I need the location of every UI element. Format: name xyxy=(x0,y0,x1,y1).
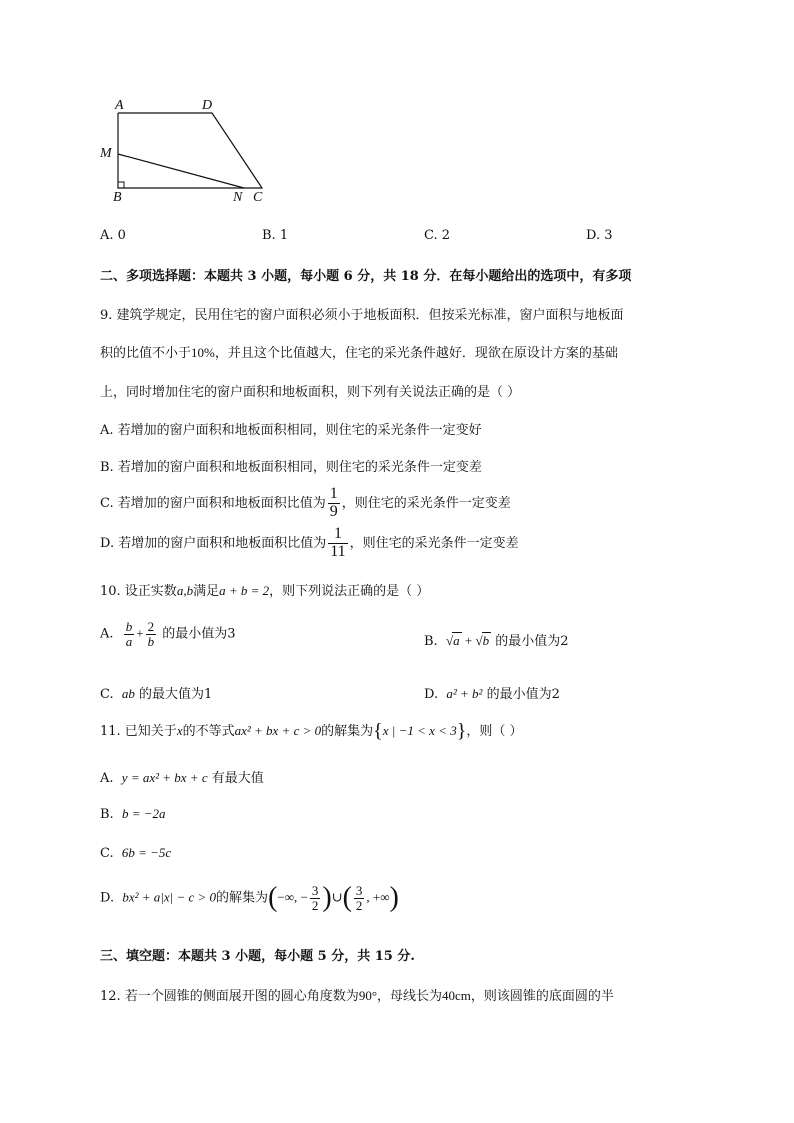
q11-stem-post: ，则（ ） xyxy=(466,724,523,739)
point-label-n: N xyxy=(233,190,243,205)
q10-option-a-f1-den: a xyxy=(125,633,133,649)
q10-option-a-f2-den: b xyxy=(147,633,155,649)
q11-option-a-expr: y = ax² + bx + c xyxy=(121,770,208,785)
q9-percent: 10% xyxy=(191,345,215,360)
q9-option-d-pre: D. 若增加的窗户面积和地板面积比值为 xyxy=(100,535,327,551)
q11-option-d-f-den: 2 xyxy=(311,897,319,913)
q10-option-b: B. √a + √b 的最小值为2 xyxy=(424,633,569,649)
q12-stem xyxy=(100,985,614,1004)
q8-option-c: C. 2 xyxy=(424,228,451,243)
q10-option-a-f1-num: b xyxy=(125,619,133,634)
segment-mn xyxy=(118,154,244,188)
q12-len: 40cm xyxy=(442,988,471,1003)
q10-option-d xyxy=(424,683,560,702)
q11-option-c xyxy=(100,845,171,861)
q9-option-c-num: 1 xyxy=(329,485,338,502)
q10-option-d-text: 的最小值为2 xyxy=(482,687,560,702)
q8-option-a: A. 0 xyxy=(100,228,126,243)
q10-stem-mid: 满足 xyxy=(193,584,220,599)
q9-option-c-den: 9 xyxy=(329,502,338,520)
q9-option-d xyxy=(100,526,519,561)
q11-option-d-mid: 的解集为 xyxy=(216,890,269,906)
q10-option-a-f2-num: 2 xyxy=(147,619,155,634)
q10-stem-post: ，则下列说法正确的是（ ） xyxy=(269,584,430,599)
q9-option-b: B. 若增加的窗户面积和地板面积相同，则住宅的采光条件一定变差 xyxy=(100,460,482,475)
q11-option-d-int1: −∞, − xyxy=(277,889,308,905)
q10-stem-pre: 10. 设正实数 xyxy=(100,584,177,599)
point-label-d: D xyxy=(202,98,213,113)
q10-option-c-expr: ab xyxy=(121,686,135,701)
section3-heading: 三、填空题：本题共 3 小题，每小题 5 分，共 15 分. xyxy=(100,949,415,964)
point-label-b: B xyxy=(113,190,122,205)
q10-option-a xyxy=(100,620,236,648)
q10-option-a-plus: + xyxy=(136,625,144,641)
q12-post: ，则该圆锥的底面圆的半 xyxy=(470,989,614,1004)
q11-option-d-expr: bx² + a|x| − c > 0 xyxy=(122,889,217,905)
q9-option-d-num: 1 xyxy=(333,525,342,542)
q8-option-d: D. 3 xyxy=(586,228,613,243)
q10-option-b-plus: + xyxy=(461,633,476,648)
q10-stem xyxy=(100,580,429,599)
q11-option-d-union: ∪ xyxy=(331,889,343,905)
q11-stem-mid: 的不等式 xyxy=(182,724,235,739)
q11-option-d: D. bx² + a|x| − c > 0的解集为(−∞, − $\frac{3}{2}$ )∪( $\frac{3}{2}$ , +∞) xyxy=(100,882,399,913)
q11-option-b-expr: b = −2a xyxy=(121,806,166,821)
right-angle-mark xyxy=(118,182,124,188)
q11-option-d-label: D. xyxy=(100,890,115,906)
q10-option-b-b: b xyxy=(482,633,490,648)
q12-mid: ，母线长为 xyxy=(377,989,443,1004)
q10-option-c xyxy=(100,683,212,702)
q9-stem-line3: 上，同时增加住宅的窗户面积和地板面积，则下列有关说法正确的是（ ） xyxy=(100,385,521,400)
q9-option-a: A. 若增加的窗户面积和地板面积相同，则住宅的采光条件一定变好 xyxy=(100,423,482,438)
q12-pre: 12. 若一个圆锥的侧面展开图的圆心角度数为 xyxy=(100,989,359,1004)
q11-option-c-label: C. xyxy=(100,846,114,861)
q10-option-d-expr: a² + b² xyxy=(446,686,483,701)
point-label-c: C xyxy=(253,190,263,205)
q10-option-d-label: D. xyxy=(424,687,439,702)
q10-option-b-text: 的最小值为2 xyxy=(491,634,569,649)
q11-stem-mid2: 的解集为 xyxy=(321,724,374,739)
q12-angle: 90° xyxy=(358,988,378,1003)
q11-option-d-f2-den: 2 xyxy=(355,897,363,913)
q10-option-b-a: a xyxy=(453,633,460,648)
q9-option-c xyxy=(100,486,511,521)
q9-option-c-pre: C. 若增加的窗户面积和地板面积比值为 xyxy=(100,495,326,511)
q11-stem-set: x | −1 < x < 3 xyxy=(382,723,457,738)
q11-stem-ineq: ax² + bx + c > 0 xyxy=(234,723,322,738)
q9-stem-line2 xyxy=(100,342,618,361)
q10-stem-eq: a + b = 2 xyxy=(219,583,270,598)
q9-line2-b: ，并且这个比值越大，住宅的采光条件越好．现欲在原设计方案的基础 xyxy=(214,346,618,361)
q9-line2-a: 积的比值不小于 xyxy=(100,346,192,361)
q11-option-a-text: 有最大值 xyxy=(207,771,264,786)
point-label-m: M xyxy=(100,146,112,161)
q11-option-a xyxy=(100,767,264,786)
q11-stem-x: x xyxy=(176,723,183,738)
q10-option-a-label: A. xyxy=(100,626,114,642)
q10-option-a-text: 的最小值为3 xyxy=(158,626,236,642)
q9-option-d-post: ，则住宅的采光条件一定变差 xyxy=(349,535,519,551)
point-label-a: A xyxy=(115,98,124,113)
q10-option-c-text: 的最大值为1 xyxy=(134,687,213,702)
q9-stem-line1: 9. 建筑学规定，民用住宅的窗户面积必须小于地板面积．但按采光标准，窗户面积与地板面 xyxy=(100,308,624,323)
q11-option-d-int2: , +∞ xyxy=(366,889,390,905)
q11-option-d-f2-num: 3 xyxy=(355,882,363,898)
q11-option-c-expr: 6b = −5c xyxy=(121,845,172,860)
q11-stem-pre: 11. 已知关于 xyxy=(100,724,177,739)
q11-option-b-label: B. xyxy=(100,807,114,822)
q8-option-b: B. 1 xyxy=(262,228,289,243)
q11-option-b xyxy=(100,806,166,822)
q10-option-c-label: C. xyxy=(100,687,114,702)
q11-option-a-label: A. xyxy=(100,771,114,786)
q11-option-d-f-num: 3 xyxy=(311,882,319,898)
q9-option-c-post: ，则住宅的采光条件一定变差 xyxy=(341,495,511,511)
q11-stem: 11. 已知关于x的不等式ax² + bx + c > 0的解集为{x | −1 < x < 3}，则（ ） xyxy=(100,720,523,742)
section2-heading: 二、多项选择题：本题共 3 小题，每小题 6 分，共 18 分．在每小题给出的选项中，有多项 xyxy=(100,269,632,284)
trapezoid-outline xyxy=(118,113,262,188)
q10-stem-vars: a,b xyxy=(176,583,194,598)
q9-option-d-den: 11 xyxy=(330,542,346,560)
q10-option-b-label: B. xyxy=(424,634,438,649)
